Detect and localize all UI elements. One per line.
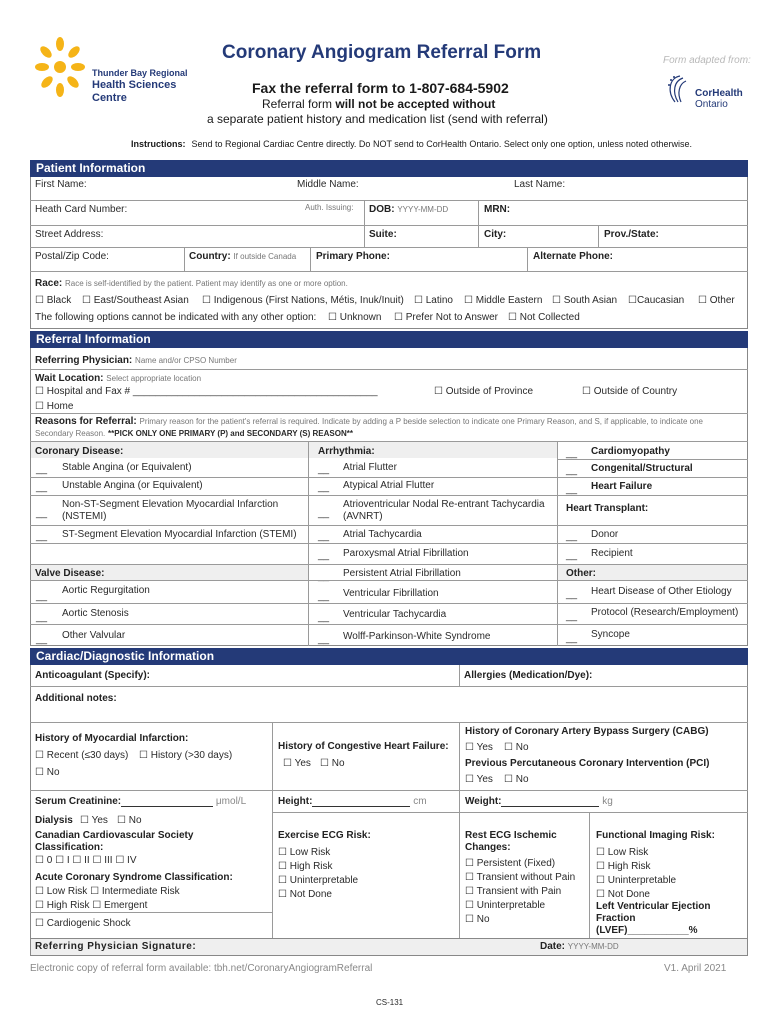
adapted-from: Form adapted from:: [663, 55, 751, 66]
func-uninterpretable[interactable]: ☐ Uninterpretable: [596, 875, 677, 886]
mi-history-label: History of Myocardial Infarction:: [35, 733, 189, 744]
dialysis-no-option[interactable]: ☐ No: [117, 815, 142, 826]
other-blank-3[interactable]: __: [566, 633, 578, 644]
health-card-field[interactable]: [34, 214, 294, 224]
mi-recent-option[interactable]: ☐ Recent (≤30 days): [35, 750, 129, 761]
cardiogenic-shock-option[interactable]: ☐ Cardiogenic Shock: [35, 918, 131, 929]
race-exclusive-label: The following options cannot be indicated with any other option:: [35, 312, 317, 323]
lvef-line3: (LVEF)___________%: [596, 925, 698, 936]
race-option-latino[interactable]: ☐ Latino: [414, 295, 453, 306]
chf-yes-option[interactable]: ☐ Yes: [283, 758, 311, 769]
wait-hospital-option[interactable]: ☐ Hospital and Fax # ____________________________________________: [35, 386, 378, 397]
functional-imaging-title: Functional Imaging Risk:: [596, 830, 715, 841]
health-card-label: Heath Card Number:: [35, 204, 128, 215]
arrhythmia-blank-3[interactable]: __: [318, 508, 330, 519]
corhealth-swirl-icon: [665, 72, 695, 108]
race-option-east-asian[interactable]: ☐ East/Southeast Asian: [82, 295, 189, 306]
arrhythmia-persistent-af: Persistent Atrial Fibrillation: [343, 568, 461, 579]
footer-version: V1. April 2021: [664, 963, 727, 974]
coronary-nstemi-abbr: (NSTEMI): [62, 511, 107, 522]
congenital-option: Congenital/Structural: [591, 463, 693, 474]
country-label: Country: If outside Canada: [189, 251, 297, 262]
race-option-middle-eastern[interactable]: ☐ Middle Eastern: [464, 295, 543, 306]
city-label: City:: [484, 229, 507, 240]
chf-no-option[interactable]: ☐ No: [320, 758, 345, 769]
acs-options-row1[interactable]: ☐ Low Risk ☐ Intermediate Risk: [35, 886, 180, 897]
wait-home-option[interactable]: ☐ Home: [35, 401, 74, 412]
acs-title: Acute Coronary Syndrome Classification:: [35, 872, 233, 883]
race-option-indigenous[interactable]: ☐ Indigenous (First Nations, Métis, Inuk/Inuit): [202, 295, 404, 306]
primary-phone-label: Primary Phone:: [316, 251, 390, 262]
height-label: Height: cm: [278, 796, 427, 807]
wait-outside-country-option[interactable]: ☐ Outside of Country: [582, 386, 678, 397]
corhealth-logo: [665, 72, 747, 116]
dialysis-yes-option[interactable]: ☐ Yes: [80, 815, 108, 826]
mrn-label: MRN:: [484, 204, 511, 215]
coronary-blank-1[interactable]: __: [36, 464, 48, 475]
cardiomyopathy-option: Cardiomyopathy: [591, 446, 670, 457]
fax-number: Fax the referral form to 1-807-684-5902: [252, 80, 509, 96]
coronary-unstable-angina: Unstable Angina (or Equivalent): [62, 480, 203, 491]
other-blank-1[interactable]: __: [566, 589, 578, 600]
arrhythmia-paroxysmal-af: Paroxysmal Atrial Fibrillation: [343, 548, 469, 559]
mi-no-option[interactable]: ☐ No: [35, 767, 60, 778]
arrhythmia-blank-5[interactable]: __: [318, 550, 330, 561]
exercise-ecg-title: Exercise ECG Risk:: [278, 830, 371, 841]
last-name-field[interactable]: [513, 190, 743, 200]
donor-blank[interactable]: __: [566, 531, 578, 542]
race-option-black[interactable]: ☐ Black: [35, 295, 72, 306]
arrhythmia-blank-4[interactable]: __: [318, 531, 330, 542]
other-heart-disease: Heart Disease of Other Etiology: [591, 586, 732, 597]
prov-label: Prov./State:: [604, 229, 659, 240]
lvef-line2: Fraction: [596, 913, 636, 924]
serum-creatinine-label: Serum Creatinine: μmol/L: [35, 796, 247, 807]
ccs-title-line1: Canadian Cardiovascular Society: [35, 830, 194, 841]
rest-transient-with-pain[interactable]: ☐ Transient with Pain: [465, 886, 562, 897]
ecg-high-risk[interactable]: ☐ High Risk: [278, 861, 333, 872]
footer-form-code: CS-131: [376, 998, 404, 1007]
func-not-done[interactable]: ☐ Not Done: [596, 889, 650, 900]
referring-physician-label: Referring Physician: Name and/or CPSO Number: [35, 355, 237, 366]
race-option-south-asian[interactable]: ☐ South Asian: [552, 295, 618, 306]
allergies-label: Allergies (Medication/Dye):: [464, 670, 593, 681]
arrhythmia-blank-1[interactable]: __: [318, 464, 330, 475]
coronary-disease-heading: Coronary Disease:: [35, 446, 124, 457]
corhealth-name: CorHealth: [695, 88, 743, 99]
mi-history-option[interactable]: ☐ History (>30 days): [139, 750, 233, 761]
arrhythmia-ventricular-tachycardia: Ventricular Tachycardia: [343, 609, 447, 620]
heart-failure-option: Heart Failure: [591, 481, 653, 492]
coronary-nstemi: Non-ST-Segment Elevation Myocardial Infarction: [62, 499, 279, 510]
cabg-yes-option[interactable]: ☐ Yes: [465, 742, 493, 753]
coronary-blank-2[interactable]: __: [36, 482, 48, 493]
arrhythmia-ventricular-fibrillation: Ventricular Fibrillation: [343, 588, 439, 599]
donor-option: Donor: [591, 529, 619, 540]
recipient-blank[interactable]: __: [566, 550, 578, 561]
logo-line3: Centre: [92, 92, 127, 104]
recipient-option: Recipient: [591, 548, 633, 559]
notice-line2: a separate patient history and medication list (send with referral): [207, 112, 548, 126]
arrhythmia-blank-8[interactable]: __: [318, 612, 330, 623]
street-label: Street Address:: [35, 229, 104, 240]
anticoagulant-label: Anticoagulant (Specify):: [35, 670, 151, 681]
valve-aortic-regurgitation: Aortic Regurgitation: [62, 585, 150, 596]
logo-line1: Thunder Bay Regional: [92, 68, 188, 78]
rest-ecg-title-line1: Rest ECG Ischemic: [465, 830, 557, 841]
postal-label: Postal/Zip Code:: [35, 251, 109, 262]
first-name-field[interactable]: [34, 190, 288, 200]
valve-blank-2[interactable]: __: [36, 612, 48, 623]
arrhythmia-heading: Arrhythmia:: [318, 446, 375, 457]
arrhythmia-blank-7[interactable]: __: [318, 591, 330, 602]
race-option-prefer-not[interactable]: ☐ Prefer Not to Answer: [394, 312, 499, 323]
rest-transient-without-pain[interactable]: ☐ Transient without Pain: [465, 872, 576, 883]
footer-electronic-copy: Electronic copy of referral form available: tbh.net/CoronaryAngiogramReferral: [30, 963, 373, 974]
reasons-hint-line2: Secondary Reason. **PICK ONLY ONE PRIMARY (P) and SECONDARY (S) REASON**: [35, 429, 353, 438]
other-heading: Other:: [566, 568, 596, 579]
arrhythmia-avnrt: Atrioventricular Nodal Re-entrant Tachycardia: [343, 499, 545, 510]
race-option-unknown[interactable]: ☐ Unknown: [328, 312, 382, 323]
dialysis-label: Dialysis: [35, 815, 73, 826]
rest-ecg-title-line2: Changes:: [465, 842, 511, 853]
signature-field[interactable]: [210, 940, 530, 954]
page-title: Coronary Angiogram Referral Form: [222, 42, 542, 63]
additional-notes-label: Additional notes:: [35, 693, 117, 704]
alt-phone-label: Alternate Phone:: [533, 251, 614, 262]
valve-blank-3[interactable]: __: [36, 634, 48, 645]
cabg-label: History of Coronary Artery Bypass Surgery (CABG): [465, 726, 709, 737]
other-syncope: Syncope: [591, 629, 630, 640]
coronary-stemi: ST-Segment Elevation Myocardial Infarction (STEMI): [62, 529, 297, 540]
instructions: Instructions: Send to Regional Cardiac Centre directly. Do NOT send to CorHealth Ontario. Select only one option, unless noted otherwise.: [131, 139, 692, 149]
coronary-blank-3[interactable]: __: [36, 508, 48, 519]
valve-other-valvular: Other Valvular: [62, 630, 126, 641]
other-blank-2[interactable]: __: [566, 611, 578, 622]
rest-no[interactable]: ☐ No: [465, 914, 490, 925]
arrhythmia-blank-2[interactable]: __: [318, 482, 330, 493]
pci-no-option[interactable]: ☐ No: [504, 774, 529, 785]
reasons-label: Reasons for Referral: Primary reason for the patient's referral is required. Indicate by adding a P beside selection to indicate one Primary Reason, and S, if applicable, to indicate one: [35, 416, 703, 427]
heart-failure-blank[interactable]: __: [566, 484, 578, 495]
last-name-label: Last Name:: [514, 179, 566, 190]
sun-logo-icon: [34, 36, 86, 98]
arrhythmia-blank-9[interactable]: __: [318, 634, 330, 645]
corhealth-ontario: Ontario: [695, 99, 728, 110]
signature-label: Referring Physician Signature:: [35, 941, 197, 952]
heart-transplant-heading: Heart Transplant:: [566, 503, 649, 514]
func-high-risk[interactable]: ☐ High Risk: [596, 861, 651, 872]
pci-yes-option[interactable]: ☐ Yes: [465, 774, 493, 785]
other-protocol: Protocol (Research/Employment): [591, 607, 739, 618]
section-referral-information: Referral Information: [30, 331, 748, 348]
logo-line2: Health Sciences: [92, 79, 177, 91]
section-patient-information: Patient Information: [30, 160, 748, 177]
additional-notes-field[interactable]: [34, 706, 744, 720]
valve-aortic-stenosis: Aortic Stenosis: [62, 608, 129, 619]
pci-label: Previous Percutaneous Coronary Intervention (PCI): [465, 758, 710, 769]
wait-outside-province-option[interactable]: ☐ Outside of Province: [434, 386, 534, 397]
auth-issuing-label: Auth. Issuing:: [305, 203, 354, 212]
rest-uninterpretable[interactable]: ☐ Uninterpretable: [465, 900, 546, 911]
valve-disease-heading: Valve Disease:: [35, 568, 105, 579]
dob-label: DOB: YYYY-MM-DD: [369, 204, 449, 215]
ecg-low-risk[interactable]: ☐ Low Risk: [278, 847, 331, 858]
ccs-options[interactable]: ☐ 0 ☐ I ☐ II ☐ III ☐ IV: [35, 855, 137, 866]
middle-name-field[interactable]: [296, 190, 506, 200]
arrhythmia-atrial-flutter: Atrial Flutter: [343, 462, 397, 473]
arrhythmia-avnrt-abbr: (AVNRT): [343, 511, 383, 522]
middle-name-label: Middle Name:: [297, 179, 359, 190]
coronary-blank-4[interactable]: __: [36, 531, 48, 542]
valve-blank-1[interactable]: __: [36, 591, 48, 602]
suite-label: Suite:: [369, 229, 397, 240]
coronary-stable-angina: Stable Angina (or Equivalent): [62, 462, 192, 473]
rest-persistent[interactable]: ☐ Persistent (Fixed): [465, 858, 556, 869]
func-low-risk[interactable]: ☐ Low Risk: [596, 847, 649, 858]
cabg-no-option[interactable]: ☐ No: [504, 742, 529, 753]
wait-location-label: Wait Location: Select appropriate location: [35, 373, 202, 384]
chf-history-label: History of Congestive Heart Failure:: [278, 741, 449, 752]
race-label: Race: Race is self-identified by the patient. Patient may identify as one or more option.: [35, 278, 348, 289]
tbrhsc-logo: [34, 36, 214, 108]
race-option-not-collected[interactable]: ☐ Not Collected: [508, 312, 580, 323]
notice-line1: Referral form will not be accepted without: [262, 97, 496, 111]
congenital-blank[interactable]: __: [566, 465, 578, 476]
cardiomyopathy-blank[interactable]: __: [566, 448, 578, 459]
arrhythmia-atypical-flutter: Atypical Atrial Flutter: [343, 480, 435, 491]
ecg-not-done[interactable]: ☐ Not Done: [278, 889, 332, 900]
arrhythmia-blank-6[interactable]: __: [318, 571, 330, 582]
arrhythmia-wpw: Wolff-Parkinson-White Syndrome: [343, 631, 491, 642]
arrhythmia-atrial-tachycardia: Atrial Tachycardia: [343, 529, 422, 540]
lvef-line1: Left Ventricular Ejection: [596, 901, 711, 912]
race-option-other[interactable]: ☐ Other: [698, 295, 735, 306]
race-option-caucasian[interactable]: ☐Caucasian: [628, 295, 685, 306]
first-name-label: First Name:: [35, 179, 87, 190]
acs-options-row2[interactable]: ☐ High Risk ☐ Emergent: [35, 900, 148, 911]
ccs-title-line2: Classification:: [35, 842, 104, 853]
section-cardiac-diagnostic: Cardiac/Diagnostic Information: [30, 648, 748, 665]
date-label: Date: YYYY-MM-DD: [540, 941, 619, 952]
weight-label: Weight: kg: [465, 796, 613, 807]
ecg-uninterpretable[interactable]: ☐ Uninterpretable: [278, 875, 359, 886]
